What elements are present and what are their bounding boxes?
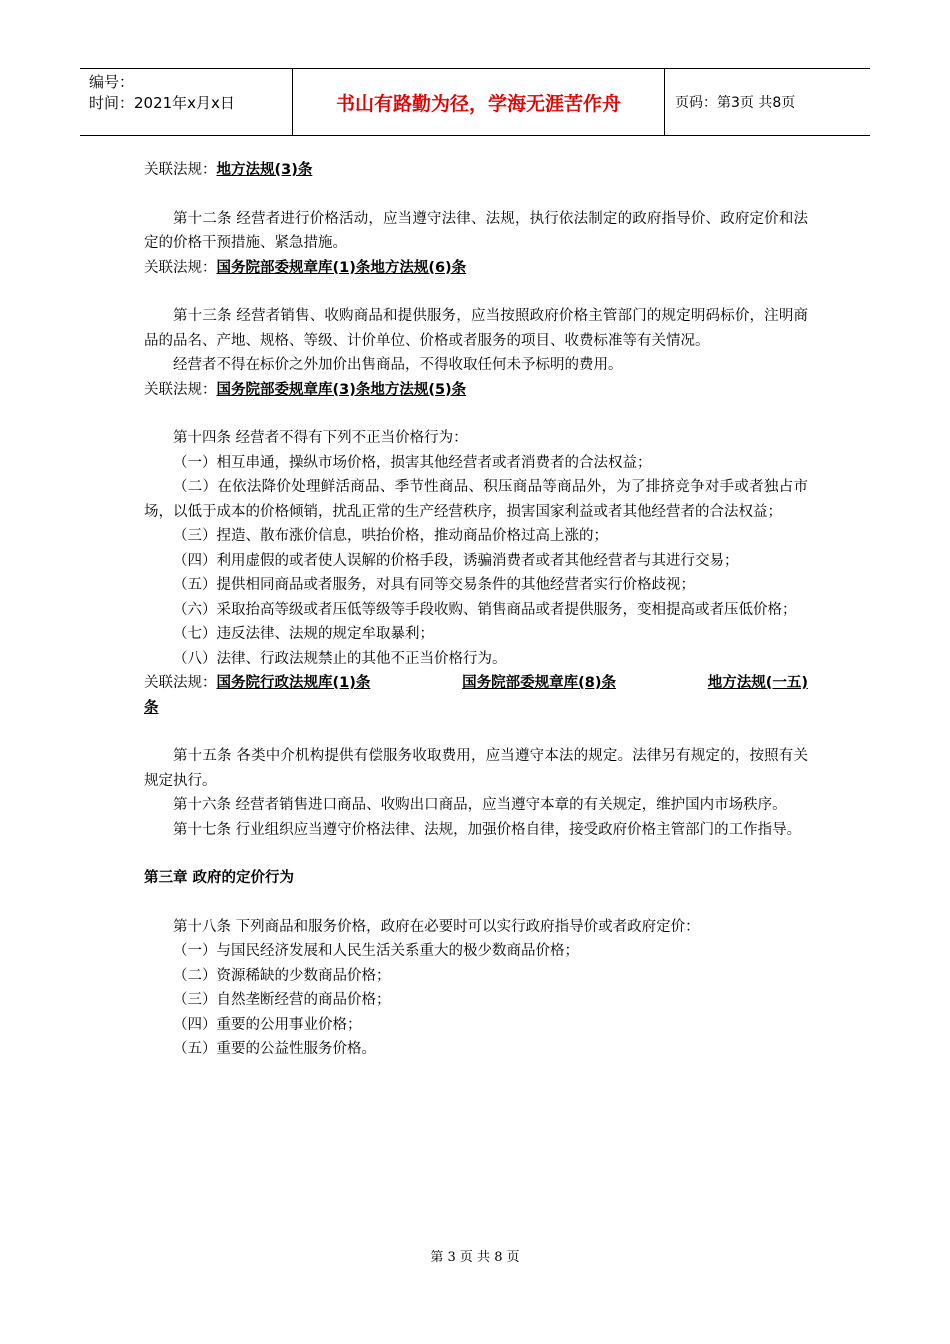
article-14-item: （四）利用虚假的或者使人误解的价格手段，诱骗消费者或者其他经营者与其进行交易； (173, 552, 739, 569)
article-14-item: （二）在依法降价处理鲜活商品、季节性商品、积压商品等商品外，为了排挤竞争对手或者独占市场，以低于成本的价格倾销，扰乱正常的生产经营秩序，损害国家利益或者其他经营者的合法权益； (144, 479, 808, 520)
article-13-para: 经营者不得在标价之外加价出售商品，不得收取任何未予标明的费用。 (173, 357, 623, 373)
law-link[interactable]: 国务院部委规章库(3)条 (216, 381, 371, 398)
header-motto: 书山有路勤为径，学海无涯苦作舟 (293, 69, 665, 135)
article-14-item: （六）采取抬高等级或者压低等级等手段收购、销售商品或者提供服务，变相提高或者压低价格； (173, 601, 797, 618)
law-link[interactable]: 地方法规(一五) (707, 675, 808, 691)
article-18-item: （四）重要的公用事业价格； (173, 1016, 362, 1033)
law-link[interactable]: 国务院部委规章库(1)条 (216, 259, 371, 276)
related-laws-row: 关联法规：国务院行政法规库(1)条 国务院部委规章库(8)条 地方法规(一五) (144, 671, 808, 696)
related-laws-row: 关联法规：国务院部委规章库(1)条地方法规(6)条 (144, 259, 467, 276)
document-body (144, 158, 808, 1062)
article-15: 第十五条 各类中介机构提供有偿服务收取费用，应当遵守本法的规定。法律另有规定的，按照有关规定执行。 (144, 748, 808, 789)
article-18-item: （二）资源稀缺的少数商品价格； (173, 967, 391, 984)
number-label: 编号： (89, 73, 135, 91)
article-12: 第十二条 经营者进行价格活动，应当遵守法律、法规，执行依法制定的政府指导价、政府定价和法定的价格干预措施、紧急措施。 (144, 210, 808, 251)
page-footer: 第 3 页 共 8 页 (430, 1250, 520, 1265)
chapter-title: 第三章 政府的定价行为 (144, 870, 295, 886)
page-header (80, 68, 870, 136)
law-link[interactable]: 国务院行政法规库(1)条 (216, 675, 371, 691)
related-laws-row: 关联法规：国务院部委规章库(3)条地方法规(5)条 (144, 381, 467, 398)
related-laws-row-cont (144, 696, 808, 721)
article-18-item: （三）自然垄断经营的商品价格； (173, 992, 391, 1008)
header-page-info: 页码：第3页 共8页 (675, 95, 796, 111)
law-link[interactable]: 地方法规(6)条 (370, 259, 467, 276)
law-link[interactable]: 地方法规(3)条 (216, 162, 313, 178)
article-14-item: （七）违反法律、法规的规定牟取暴利； (173, 626, 434, 642)
article-13: 第十三条 经营者销售、收购商品和提供服务，应当按照政府价格主管部门的规定明码标价，注明商品的品名、产地、规格、等级、计价单位、价格或者服务的项目、收费标准等有关情况。 (144, 308, 808, 349)
article-18-item: （一）与国民经济发展和人民生活关系重大的极少数商品价格； (173, 943, 579, 959)
article-18: 第十八条 下列商品和服务价格，政府在必要时可以实行政府指导价或者政府定价： (173, 918, 700, 935)
article-14-item: （三）捏造、散布涨价信息，哄抬价格，推动商品价格过高上涨的； (173, 528, 608, 544)
law-link[interactable]: 国务院部委规章库(8)条 (462, 675, 616, 691)
law-link[interactable]: 地方法规(5)条 (370, 381, 467, 398)
article-14-item: （八）法律、行政法规禁止的其他不正当价格行为。 (173, 650, 507, 667)
article-14-item: （一）相互串通，操纵市场价格，损害其他经营者或者消费者的合法权益； (173, 454, 652, 471)
article-14-item: （五）提供相同商品或者服务，对具有同等交易条件的其他经营者实行价格歧视； (173, 577, 695, 593)
related-laws-row: 关联法规：地方法规(3)条 (144, 162, 313, 178)
header-meta (80, 69, 293, 135)
article-14: 第十四条 经营者不得有下列不正当价格行为： (173, 430, 468, 446)
law-link[interactable]: 条 (144, 699, 159, 716)
article-17: 第十七条 行业组织应当遵守价格法律、法规，加强价格自律，接受政府价格主管部门的工作指导。 (173, 821, 802, 838)
article-18-item: （五）重要的公益性服务价格。 (173, 1041, 376, 1057)
date-label: 时间：2021年x月x日 (89, 94, 235, 112)
article-16: 第十六条 经营者销售进口商品、收购出口商品，应当遵守本章的有关规定，维护国内市场秩序。 (173, 797, 787, 813)
